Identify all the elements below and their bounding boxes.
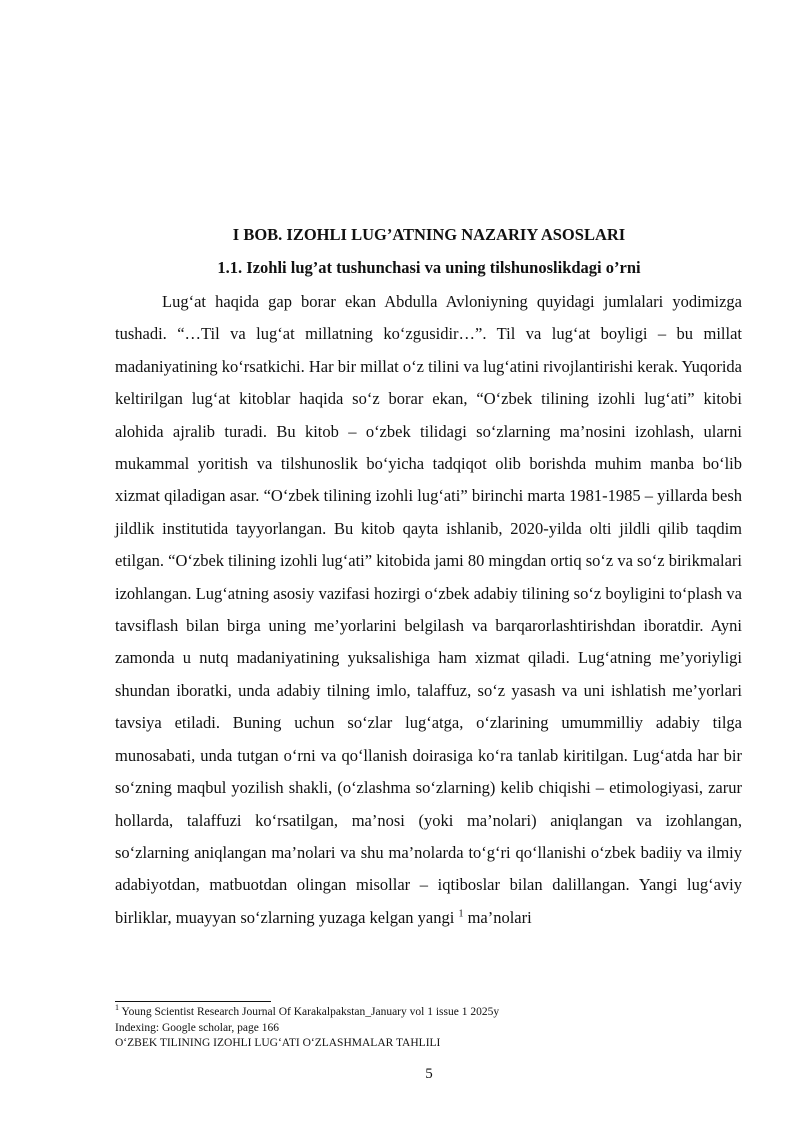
body-text xyxy=(115,286,742,934)
paragraph-text: Lug‘at haqida gap borar ekan Abdulla Avloniyning quyidagi jumlalari yodimizga tushadi. “…Til va lug‘at millatning ko‘zgusidir…”. Til va lug‘at boyligi – bu millat madaniyatining ko‘rsatkichi. Har bir millat o‘z tilini va lug‘atini rivojlantirishi kerak. Yuqorida keltirilgan lug‘at kitoblar haqida so‘z borar ekan, “O‘zbek tilining izohli lug‘ati” kitobi alohida ajralib turadi. Bu kitob – o‘zbek tilidagi so‘zlarning ma’nosini izohlash, ularni mukammal yoritish va tilshunoslik bo‘yicha tadqiqot olib borishda muhim manba bo‘lib xizmat qiladigan asar. “O‘zbek tilining izohli lug‘ati” birinchi marta 1981-1985 – yillarda besh jildlik institutida tayyorlangan. Bu kitob qayta ishlanib, 2020-yilda olti jildli qilib taqdim etilgan. “O‘zbek tilining izohli lug‘ati” kitobida jami 80 mingdan ortiq so‘z va so‘z birikmalari izohlangan. Lug‘atning asosiy vazifasi hozirgi o‘zbek adabiy tilining so‘z boyligini to‘plash va tavsiflash bilan birga uning me’yorlarini belgilash va barqarorlashtirishdan iboratdir. Ayni zamonda u nutq madaniyatining yuksalishiga ham xizmat qiladi. Lug‘atning me’yoriyligi shundan iboratki, unda adabiy tilning imlo, talaffuz, so‘z yasash va uni ishlatish me’yorlari tavsiya etiladi. Buning uchun so‘zlar lug‘atga, o‘zlarining umummilliy adabiy tilga munosabati, unda tutgan o‘rni va qo‘llanish doirasiga ko‘ra tanlab kiritilgan. Lug‘atda har bir so‘zning maqbul yozilish shakli, (o‘zlashma so‘zlarning) kelib chiqishi – etimologiyasi, zarur hollarda, talaffuzi ko‘rsatilgan, ma’nosi (yoki ma’nolari) aniqlangan va izohlangan, so‘zlarning aniqlangan ma’nolari va shu ma’nolarda to‘g‘ri qo‘llanishi o‘zbek badiiy va ilmiy adabiyotdan, matbuotdan olingan misollar – iqtiboslar bilan dalillangan. Yangi lug‘aviy birliklar, muayyan so‘zlarning yuzaga kelgan yangi xyxy=(115,292,742,927)
section-title: 1.1. Izohli lug’at tushunchasi va uning tilshunoslikdagi o’rni xyxy=(217,258,641,277)
footnote-mark: 1 xyxy=(115,1003,119,1013)
footnote-reference[interactable]: 1 xyxy=(458,908,464,920)
footnote-source: Young Scientist Research Journal Of Karakalpakstan_January vol 1 issue 1 2025y xyxy=(119,1006,500,1018)
footnote-line-3: O‘ZBEK TILINING IZOHLI LUG‘ATI O‘ZLASHMALAR TAHLILI xyxy=(115,1037,441,1049)
paragraph xyxy=(115,286,742,934)
footnote-line-1 xyxy=(115,1005,742,1021)
footnote-divider xyxy=(115,1001,271,1002)
paragraph-tail: ma’nolari xyxy=(463,907,532,927)
page-number: 5 xyxy=(425,1066,433,1082)
footnote-line-2: Indexing: Google scholar, page 166 xyxy=(115,1021,280,1034)
chapter-title: I BOB. IZOHLI LUG’ATNING NAZARIY ASOSLARI xyxy=(232,225,626,244)
footnotes xyxy=(115,1005,742,1052)
